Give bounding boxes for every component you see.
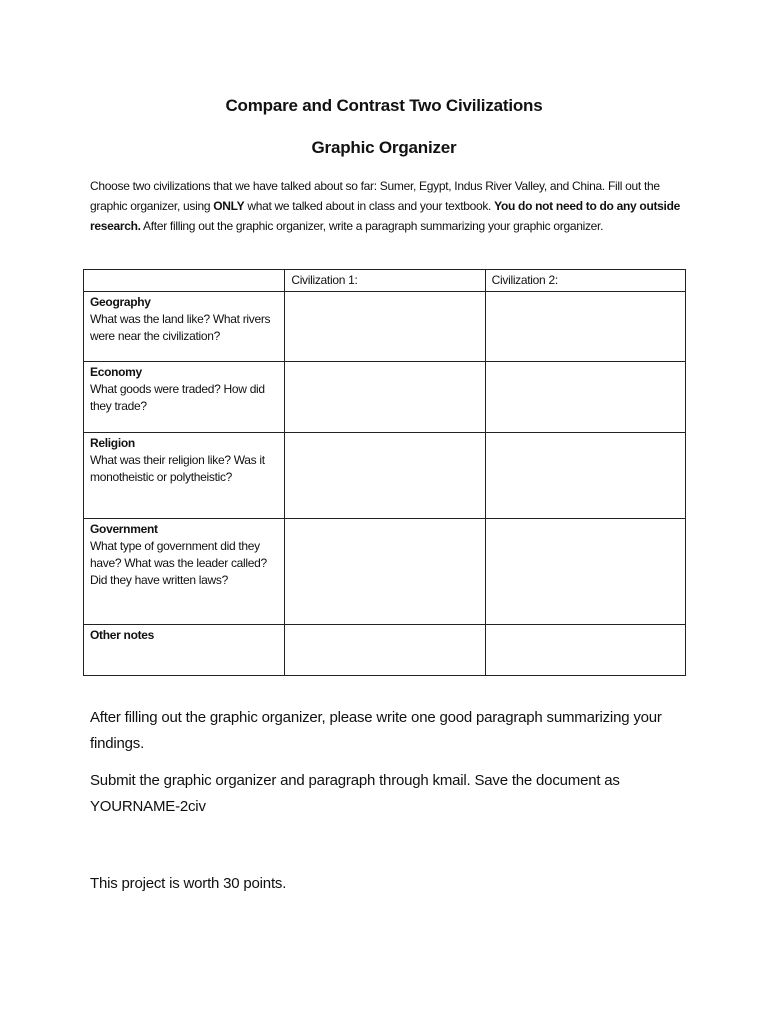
row-label-cell [84,292,285,362]
row-title: Religion [90,436,135,450]
row-prompt: What was their religion like? Was it monotheistic or polytheistic? [90,453,265,484]
submission-instruction: Submit the graphic organizer and paragraph through kmail. Save the document as YOURNAME-2civ [90,772,620,815]
row-title: Geography [90,295,151,309]
row-label-cell [84,362,285,433]
civ1-cell-government[interactable] [285,519,485,625]
civ1-cell-economy[interactable] [285,362,485,433]
civ2-cell-religion[interactable] [485,433,685,519]
header-cell-blank [84,270,285,292]
row-title: Economy [90,365,142,379]
table-header-row [84,270,686,292]
instructions [90,176,690,236]
civ2-cell-other-notes[interactable] [485,625,685,676]
graphic-organizer-table [83,269,686,676]
civ2-cell-geography[interactable] [485,292,685,362]
civ1-cell-geography[interactable] [285,292,485,362]
row-prompt: What was the land like? What rivers were near the civilization? [90,312,271,343]
page-title: Compare and Contrast Two Civilizations [225,96,543,115]
row-label-cell [84,625,285,676]
summary-paragraph-instruction: After filling out the graphic organizer, please write one good paragraph summarizing your findings. [90,709,662,752]
civ1-cell-other-notes[interactable] [285,625,485,676]
instructions-text-2: what we talked about in class and your textbook. [244,199,495,213]
instructions-bold-sentence: You do not need to do any outside research. [90,199,680,233]
table-row-government [84,519,686,625]
instructions-text-1: Choose two civilizations that we have talked about so far: Sumer, Egypt, Indus River Valley, and China. Fill out the graphic organizer, using [90,179,660,213]
instructions-text-3: After filling out the graphic organizer, write a paragraph summarizing your graphic organizer. [140,219,604,233]
header-cell-civ1: Civilization 1: [285,270,485,292]
row-label-cell [84,519,285,625]
civ2-cell-government[interactable] [485,519,685,625]
points-note: This project is worth 30 points. [90,875,287,892]
table-row-other-notes [84,625,686,676]
table-row-geography [84,292,686,362]
page-subtitle: Graphic Organizer [311,138,457,157]
civ2-cell-economy[interactable] [485,362,685,433]
table-row-economy [84,362,686,433]
row-title: Other notes [90,628,155,642]
header-cell-civ2: Civilization 2: [485,270,685,292]
row-prompt: What type of government did they have? What was the leader called? Did they have written laws? [90,539,267,587]
row-prompt: What goods were traded? How did they trade? [90,382,265,413]
table-row-religion [84,433,686,519]
instructions-emphasis: ONLY [213,199,245,213]
row-label-cell [84,433,285,519]
row-title: Government [90,522,158,536]
civ1-cell-religion[interactable] [285,433,485,519]
